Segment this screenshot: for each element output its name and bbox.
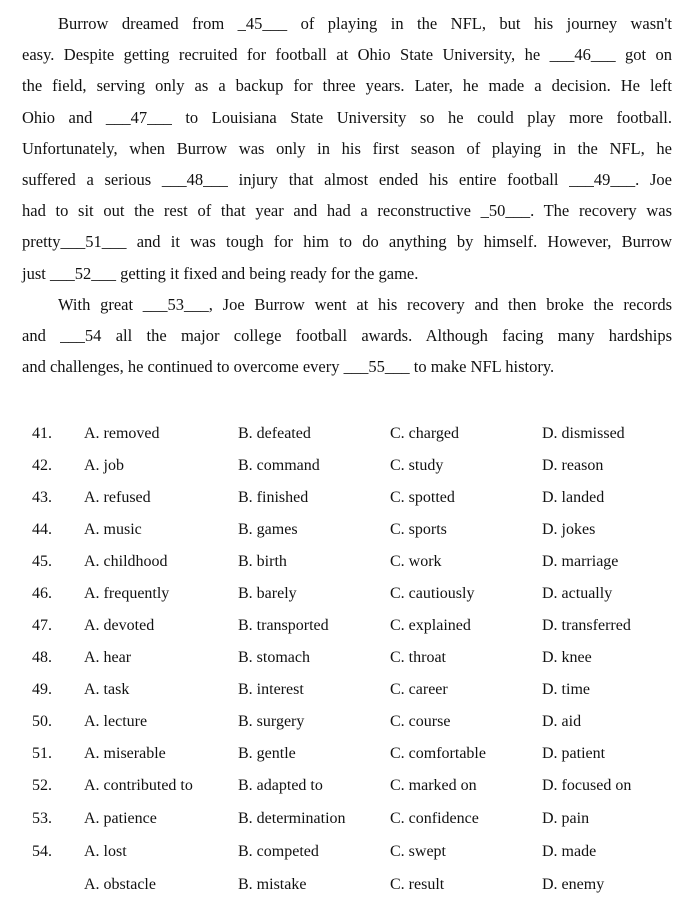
option-row-54 (0, 838, 692, 866)
option-d: D. dismissed (542, 425, 625, 442)
option-d: D. enemy (542, 876, 605, 893)
option-a: A. task (84, 681, 130, 698)
option-b: B. command (238, 457, 320, 474)
option-a: A. obstacle (84, 876, 156, 893)
option-a: A. frequently (84, 585, 170, 602)
option-b: B. finished (238, 489, 309, 506)
question-number: 47. (32, 617, 52, 634)
option-row-48 (0, 644, 692, 672)
passage-line: With great ___53___, Joe Burrow went at his recovery and then broke the records (58, 294, 672, 314)
option-c: C. confidence (390, 810, 479, 827)
question-number: 43. (32, 489, 52, 506)
option-a: A. hear (84, 649, 132, 666)
option-row-43 (0, 484, 692, 512)
option-row-41 (0, 420, 692, 448)
option-b: B. interest (238, 681, 304, 698)
option-a: A. miserable (84, 745, 166, 762)
question-number: 41. (32, 425, 52, 442)
option-c: C. explained (390, 617, 471, 634)
cloze-passage (22, 8, 672, 382)
option-d: D. knee (542, 649, 592, 666)
option-b: B. surgery (238, 713, 305, 730)
option-c: C. result (390, 876, 445, 893)
question-number: 54. (32, 843, 52, 860)
question-number: 44. (32, 521, 52, 538)
option-row-44 (0, 516, 692, 544)
option-row-47 (0, 612, 692, 640)
option-c: C. study (390, 457, 444, 474)
passage-line: easy. Despite getting recruited for football at Ohio State University, he ___46___ got on (22, 45, 672, 65)
option-d: D. focused on (542, 777, 632, 794)
option-b: B. adapted to (238, 777, 323, 794)
option-c: C. throat (390, 649, 446, 666)
question-number: 46. (32, 585, 52, 602)
option-a: A. childhood (84, 553, 168, 570)
option-a: A. contributed to (84, 777, 193, 794)
passage-line: Ohio and ___47___ to Louisiana State University so he could play more football. (22, 107, 672, 127)
question-number: 49. (32, 681, 52, 698)
passage-line: just ___52___ getting it fixed and being ready for the game. (22, 263, 419, 283)
passage-line: Unfortunately, when Burrow was only in his first season of playing in the NFL, he (22, 138, 672, 158)
passage-line: and challenges, he continued to overcome every ___55___ to make NFL history. (22, 357, 555, 377)
passage-line: suffered a serious ___48___ injury that almost ended his entire football ___49___. Joe (22, 169, 672, 189)
option-c: C. swept (390, 843, 446, 860)
question-number: 45. (32, 553, 52, 570)
option-row-50 (0, 708, 692, 736)
option-b: B. barely (238, 585, 297, 602)
option-a: A. music (84, 521, 142, 538)
option-a: A. removed (84, 425, 160, 442)
option-c: C. career (390, 681, 448, 698)
question-number: 50. (32, 713, 52, 730)
passage-line: had to sit out the rest of that year and had a reconstructive _50___. The recovery was (22, 201, 672, 221)
passage-line: the field, serving only as a backup for three years. Later, he made a decision. He left (22, 76, 672, 96)
option-d: D. made (542, 843, 597, 860)
option-a: A. lecture (84, 713, 148, 730)
option-d: D. time (542, 681, 590, 698)
option-c: C. work (390, 553, 442, 570)
option-b: B. competed (238, 843, 319, 860)
option-d: D. pain (542, 810, 590, 827)
option-a: A. job (84, 457, 124, 474)
option-row-45 (0, 548, 692, 576)
option-row-49 (0, 676, 692, 704)
option-c: C. course (390, 713, 451, 730)
option-a: A. devoted (84, 617, 155, 634)
option-row-46 (0, 580, 692, 608)
option-row-53 (0, 805, 692, 833)
option-row-55 (0, 871, 692, 899)
passage-line: and ___54 all the major college football awards. Although facing many hardships (22, 325, 672, 345)
question-number: 48. (32, 649, 52, 666)
option-b: B. stomach (238, 649, 310, 666)
option-d: D. patient (542, 745, 606, 762)
option-a: A. patience (84, 810, 157, 827)
question-number: 51. (32, 745, 52, 762)
option-a: A. lost (84, 843, 127, 860)
option-d: D. jokes (542, 521, 596, 538)
question-number: 53. (32, 810, 52, 827)
option-row-52 (0, 772, 692, 800)
option-d: D. aid (542, 713, 582, 730)
passage-line: pretty___51___ and it was tough for him to do anything by himself. However, Burrow (22, 232, 672, 252)
option-a: A. refused (84, 489, 151, 506)
option-c: C. charged (390, 425, 460, 442)
option-row-51 (0, 740, 692, 768)
option-c: C. cautiously (390, 585, 475, 602)
option-d: D. marriage (542, 553, 619, 570)
question-number: 42. (32, 457, 52, 474)
option-b: B. gentle (238, 745, 296, 762)
option-c: C. marked on (390, 777, 477, 794)
option-c: C. comfortable (390, 745, 486, 762)
question-number: 52. (32, 777, 52, 794)
option-d: D. landed (542, 489, 605, 506)
option-row-42 (0, 452, 692, 480)
option-c: C. sports (390, 521, 447, 538)
option-b: B. transported (238, 617, 329, 634)
option-b: B. birth (238, 553, 287, 570)
passage-line: Burrow dreamed from _45___ of playing in the NFL, but his journey wasn't (58, 14, 672, 33)
option-c: C. spotted (390, 489, 455, 506)
option-b: B. games (238, 521, 298, 538)
option-d: D. reason (542, 457, 604, 474)
option-d: D. actually (542, 585, 613, 602)
option-d: D. transferred (542, 617, 631, 634)
option-b: B. mistake (238, 876, 307, 893)
option-b: B. determination (238, 810, 346, 827)
option-b: B. defeated (238, 425, 311, 442)
